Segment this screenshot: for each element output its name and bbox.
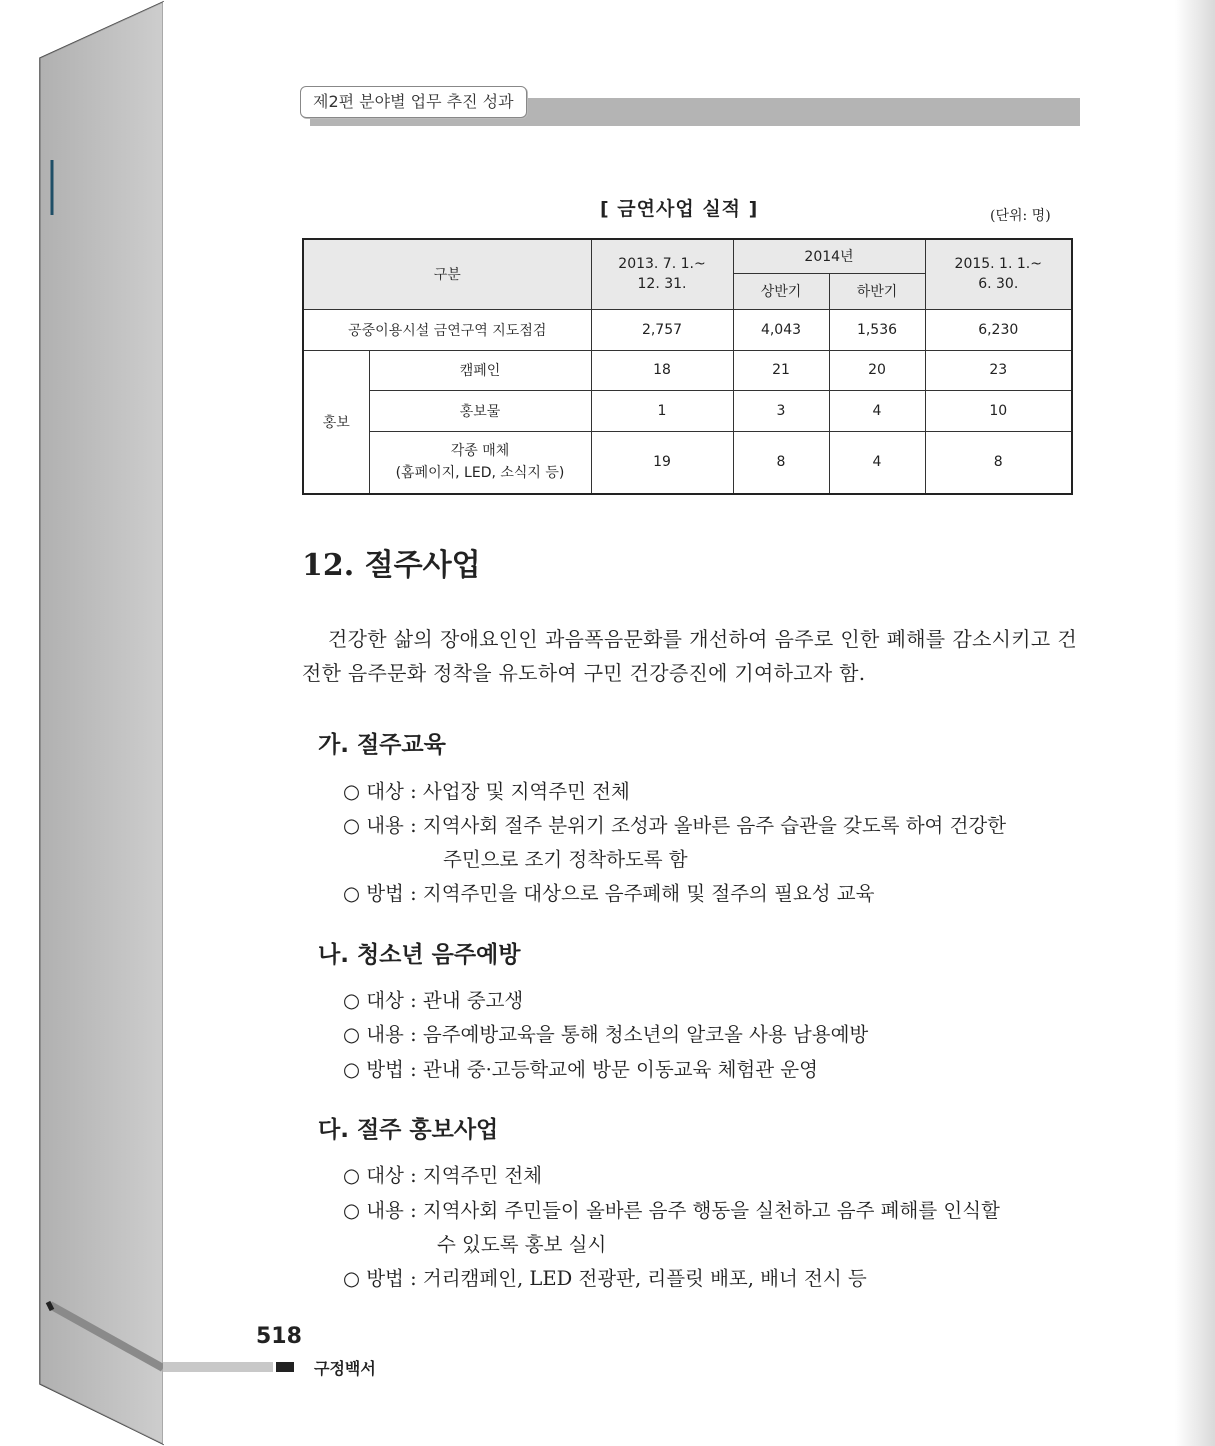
footer-marker xyxy=(276,1362,294,1372)
list-item: ○ 방법 : 거리캠페인, LED 전광판, 리플릿 배포, 배너 전시 등 xyxy=(343,1267,867,1290)
book-cover-graphic xyxy=(0,0,170,1446)
list-item: ○ 대상 : 사업장 및 지역주민 전체 xyxy=(343,780,630,803)
cell-value: 8 xyxy=(925,431,1072,494)
list-item-continuation: 수 있도록 홍보 실시 xyxy=(437,1233,607,1256)
header-period-2015: 2015. 1. 1.~ 6. 30. xyxy=(925,239,1072,309)
cell-value: 4 xyxy=(829,390,925,431)
cell-value: 1 xyxy=(591,390,733,431)
footer-bar xyxy=(163,1362,273,1372)
cell-value: 1,536 xyxy=(829,309,925,350)
header-year-2014: 2014년 xyxy=(733,239,925,273)
cell-value: 3 xyxy=(733,390,829,431)
smoking-cessation-table xyxy=(302,238,1073,495)
cell-value: 10 xyxy=(925,390,1072,431)
cell-value: 23 xyxy=(925,350,1072,390)
cell-value: 6,230 xyxy=(925,309,1072,350)
table-row xyxy=(303,390,1072,431)
list-item: ○ 내용 : 음주예방교육을 통해 청소년의 알코올 사용 남용예방 xyxy=(343,1023,869,1046)
cell-value: 8 xyxy=(733,431,829,494)
cell-value: 19 xyxy=(591,431,733,494)
cell-value: 2,757 xyxy=(591,309,733,350)
page-edge-shadow xyxy=(1175,0,1215,1446)
list-item xyxy=(343,809,1006,877)
row-label: 각종 매체 (홈페이지, LED, 소식지 등) xyxy=(369,431,591,494)
row-label: 공중이용시설 금연구역 지도점검 xyxy=(303,309,591,350)
cell-value: 20 xyxy=(829,350,925,390)
table-unit: (단위: 명) xyxy=(990,208,1051,224)
subsection-title-c: 다. 절주 홍보사업 xyxy=(318,1117,499,1143)
header-period-2013: 2013. 7. 1.~ 12. 31. xyxy=(591,239,733,309)
list-item-text: ○ 내용 : 지역사회 절주 분위기 조성과 올바른 음주 습관을 갖도록 하여 건강한 xyxy=(343,814,1007,837)
row-label: 캠페인 xyxy=(369,350,591,390)
footer-label: 구정백서 xyxy=(314,1359,376,1378)
section-intro: 건강한 삶의 장애요인인 과음폭음문화를 개선하여 음주로 인한 폐해를 감소시키고 건전한 음주문화 정착을 유도하여 구민 건강증진에 기여하고자 함. xyxy=(302,627,1077,685)
list-item-continuation: 주민으로 조기 정착하도록 함 xyxy=(443,848,688,871)
list-item xyxy=(343,1194,1000,1262)
cell-value: 21 xyxy=(733,350,829,390)
section-title: 12. 절주사업 xyxy=(302,548,481,583)
table-row xyxy=(303,431,1072,494)
cell-value: 18 xyxy=(591,350,733,390)
table-title: [ 금연사업 실적 ] xyxy=(600,198,759,220)
header-category: 구분 xyxy=(303,239,591,309)
chapter-header-tab: 제2편 분야별 업무 추진 성과 xyxy=(300,86,527,118)
list-item: ○ 대상 : 관내 중고생 xyxy=(343,989,524,1012)
table-row xyxy=(303,350,1072,390)
list-item: ○ 방법 : 관내 중·고등학교에 방문 이동교육 체험관 운영 xyxy=(343,1058,818,1081)
subsection-title-b: 나. 청소년 음주예방 xyxy=(318,942,521,968)
row-label: 홍보물 xyxy=(369,390,591,431)
header-first-half: 상반기 xyxy=(733,273,829,309)
subsection-title-a: 가. 절주교육 xyxy=(318,732,446,758)
header-second-half: 하반기 xyxy=(829,273,925,309)
list-item-text: ○ 내용 : 지역사회 주민들이 올바른 음주 행동을 실천하고 음주 폐해를 인식할 xyxy=(343,1199,1000,1222)
row-group-label: 홍보 xyxy=(303,350,369,494)
list-item: ○ 방법 : 지역주민을 대상으로 음주폐해 및 절주의 필요성 교육 xyxy=(343,882,875,905)
cell-value: 4 xyxy=(829,431,925,494)
list-item: ○ 대상 : 지역주민 전체 xyxy=(343,1164,543,1187)
table-row xyxy=(303,309,1072,350)
page-number: 518 xyxy=(256,1324,302,1349)
cell-value: 4,043 xyxy=(733,309,829,350)
